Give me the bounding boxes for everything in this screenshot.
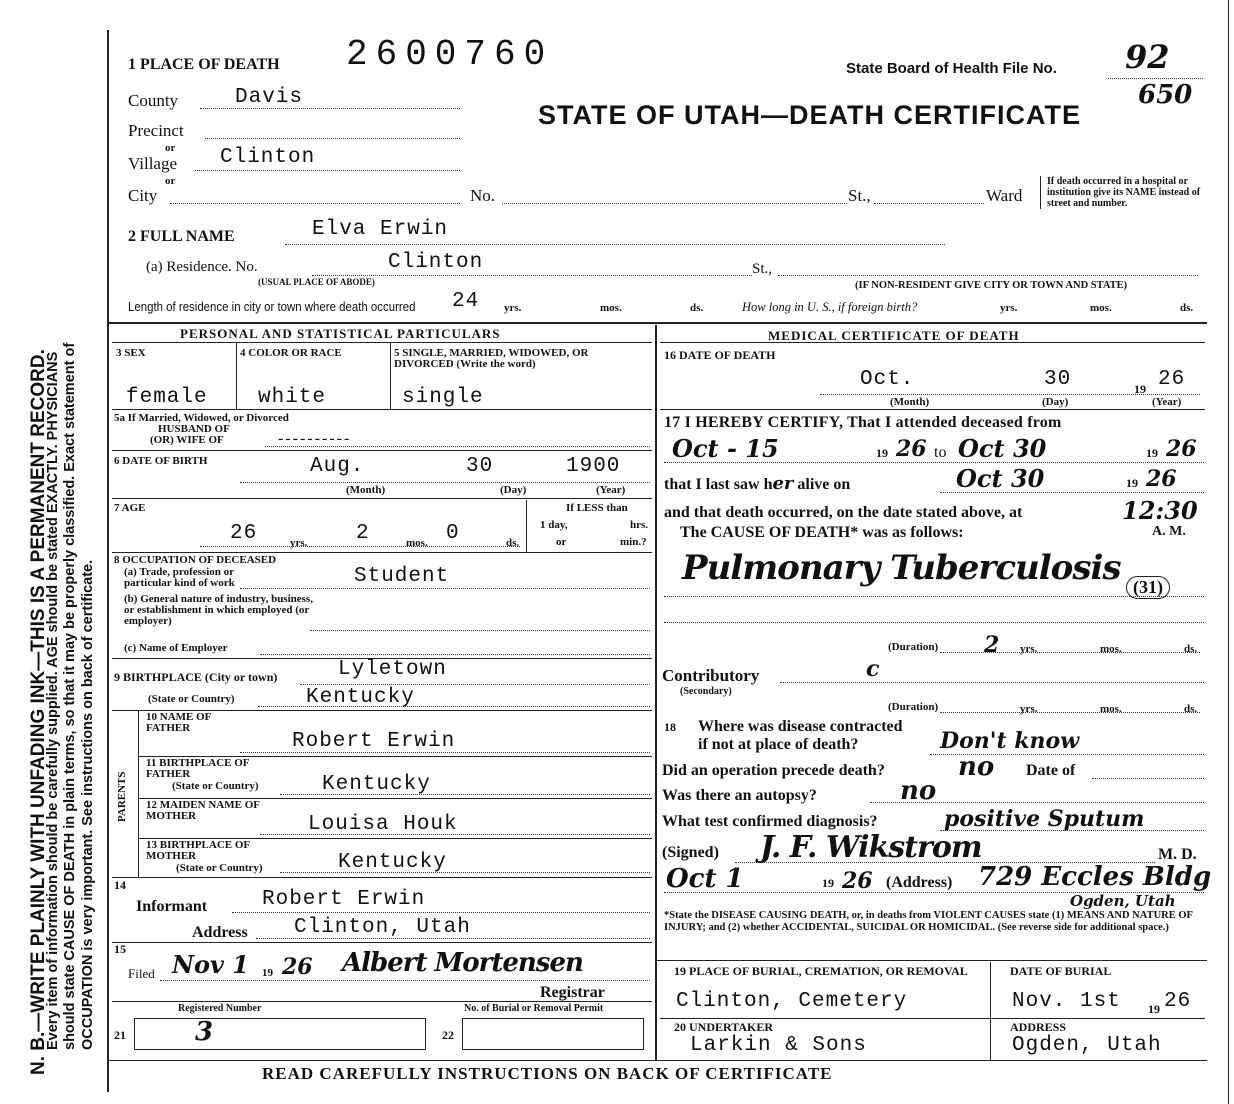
registrar-label: Registrar (540, 984, 605, 1001)
village-line (195, 170, 460, 171)
age-yrs-unit: yrs. (290, 537, 308, 549)
one-day-label: 1 day, (540, 519, 568, 531)
father-birthplace-value: Kentucky (322, 773, 431, 796)
informant-line (232, 912, 650, 913)
if-less-label: If LESS than (566, 502, 628, 514)
undertaker-value: Larkin & Sons (690, 1034, 867, 1057)
burial-permit-box (462, 1018, 644, 1050)
autopsy-value: no (900, 776, 937, 806)
contracted-label-1: Where was disease contracted (698, 718, 903, 735)
spouse-label-3: (OR) WIFE OF (150, 434, 224, 446)
to-label: to (934, 444, 947, 461)
row-divider-4 (112, 552, 652, 553)
burial-permit-label: No. of Burial or Removal Permit (464, 1003, 604, 1014)
employer-label: (c) Name of Employer (124, 642, 228, 654)
contributory-label: Contributory (662, 666, 760, 685)
attended-line (664, 462, 1204, 463)
or-label-age: or (556, 536, 567, 548)
physician-signature: J. F. Wikstrom (760, 830, 982, 865)
dob-year-caption: (Year) (596, 484, 626, 496)
item-18-label: 18 (664, 720, 676, 734)
dob-month-value: Aug. (310, 455, 365, 478)
length-mos-unit: mos. (600, 302, 622, 314)
cause-of-death-value: Pulmonary Tuberculosis (682, 548, 1121, 588)
med-divider-burial (655, 960, 1207, 961)
length-of-residence-label: Length of residence in city or town where death occurred (128, 299, 416, 314)
color-divider (390, 343, 391, 409)
residence-label: (a) Residence. No. (146, 259, 258, 275)
full-name-line (285, 244, 945, 245)
dod-month-caption: (Month) (890, 396, 930, 408)
date-of-label: Date of (1026, 762, 1076, 779)
county-line (200, 108, 460, 109)
sex-label: 3 SEX (116, 347, 146, 359)
operation-label: Did an operation precede death? (662, 762, 885, 779)
precinct-label: Precinct (128, 121, 184, 140)
duration-label-1: (Duration) (888, 641, 939, 653)
length-yrs-unit: yrs. (504, 302, 522, 314)
item-14-label: 14 (114, 878, 126, 892)
age-months-value: 2 (356, 522, 370, 545)
marital-value: single (402, 386, 484, 409)
row-divider-11 (112, 942, 652, 943)
residence-sub-label: (USUAL PLACE OF ABODE) (258, 277, 375, 287)
occupation-value: Student (354, 565, 450, 588)
undertaker-address-label: ADDRESS (1010, 1020, 1067, 1034)
parents-label: PARENTS (116, 771, 128, 822)
residence-st-line (778, 275, 1198, 276)
date-of-death-label: 16 DATE OF DEATH (664, 348, 776, 362)
dob-label: 6 DATE OF BIRTH (114, 455, 208, 467)
physician-address-value: 729 Eccles Bldg (978, 862, 1212, 892)
marital-label: 5 SINGLE, MARRIED, WIDOWED, OR DIVORCED (Write the word) (394, 347, 589, 370)
sex-value: female (126, 386, 208, 409)
informant-address-value: Clinton, Utah (294, 916, 471, 939)
birthplace-state-label: (State or Country) (148, 693, 235, 705)
undertaker-address-value: Ogden, Utah (1012, 1034, 1162, 1057)
mother-name-line (260, 834, 650, 835)
file-number-2: 650 (1138, 80, 1193, 110)
informant-address-label: Address (192, 924, 248, 941)
filed-date-value: Nov 1 (172, 950, 249, 979)
bottom-line (107, 1060, 1207, 1061)
contracted-label-2: if not at place of death? (698, 736, 859, 753)
test-label: What test confirmed diagnosis? (662, 813, 878, 830)
burial-date-value: Nov. 1st (1012, 990, 1121, 1013)
dod-19-label: 19 (1134, 382, 1146, 396)
row-divider-2 (112, 450, 652, 451)
side-instructions-1: Every item of information should be carefully supplied. AGE should be stated EXACTLY. PHYSICIANS (45, 351, 61, 1050)
attended-from-year: 26 (896, 436, 927, 462)
registered-number-label: Registered Number (178, 1003, 262, 1014)
precinct-line (205, 138, 460, 139)
age-divider (526, 500, 527, 552)
mother-birthplace-state-label: (State or Country) (176, 862, 263, 874)
spouse-label-2: HUSBAND OF (158, 423, 230, 435)
death-occurred-label: and that death occurred, on the date stated above, at (664, 504, 1023, 521)
am-pm-label: A. M. (1152, 524, 1186, 539)
med-divider-1 (660, 409, 1205, 410)
sig-address-label: (Address) (886, 874, 953, 891)
medical-header: MEDICAL CERTIFICATE OF DEATH (768, 328, 1020, 343)
certify-label: 17 I HEREBY CERTIFY, That I attended deceased from (664, 414, 1062, 431)
occupation-b-line (310, 630, 650, 631)
age-years-value: 26 (230, 522, 258, 545)
informant-label: Informant (136, 898, 208, 915)
birthplace-label: 9 BIRTHPLACE (City or town) (114, 670, 278, 684)
ward-label: Ward (986, 186, 1023, 205)
attended-from-date: Oct - 15 (672, 434, 779, 463)
birthplace-state-line (258, 706, 650, 707)
mother-name-label: 12 MAIDEN NAME OF MOTHER (146, 799, 260, 822)
registered-number-value: 3 (195, 1017, 214, 1047)
birthplace-city-value: Lyletown (338, 658, 447, 681)
informant-address-line (256, 938, 650, 939)
attended-to-date: Oct 30 (958, 434, 1047, 463)
last-saw-text: that I last saw h (664, 476, 773, 493)
filed-19-label: 19 (262, 967, 273, 979)
burial-19-label: 19 (1148, 1002, 1160, 1016)
last-saw-19-label: 19 (1126, 476, 1138, 490)
filed-label: Filed (128, 966, 155, 981)
city-label: City (128, 186, 158, 205)
registrar-signature: Albert Mortensen (342, 948, 583, 978)
full-name-value: Elva Erwin (312, 218, 449, 241)
personal-header-line (112, 342, 652, 343)
age-line (200, 546, 520, 547)
village-value: Clinton (220, 146, 316, 169)
footer-instructions: READ CAREFULLY INSTRUCTIONS ON BACK OF CERTIFICATE (262, 1064, 833, 1083)
us-ds-unit: ds. (1180, 302, 1194, 314)
village-label: Village (128, 154, 178, 173)
frame-right-border (1228, 0, 1229, 1104)
spouse-label-1: 5a If Married, Widowed, or Divorced (114, 412, 289, 424)
father-name-value: Robert Erwin (292, 730, 456, 753)
contributory-value: c (866, 656, 880, 682)
birthplace-state-value: Kentucky (306, 686, 415, 709)
file-number: 92 (1125, 38, 1170, 76)
st-label: St., (848, 186, 871, 205)
age-days-value: 0 (446, 522, 460, 545)
alive-on-text: alive on (797, 476, 851, 493)
filed-year-value: 26 (282, 954, 313, 980)
test-value: positive Sputum (944, 806, 1145, 832)
or-label-2: or (165, 175, 176, 187)
mother-birthplace-value: Kentucky (338, 851, 447, 874)
dod-day-caption: (Day) (1042, 396, 1069, 408)
color-value: white (258, 386, 327, 409)
cause-footnote: *State the DISEASE CAUSING DEATH, or, in deaths from VIOLENT CAUSES state (1) MEANS AND NATURE OF INJURY; and (2) whether ACCIDENTAL, SUICIDAL OR HOMICIDAL. (See reverse side for additional space.) (664, 910, 1193, 933)
duration-line-2 (940, 712, 1200, 713)
duration-yrs-unit: yrs. (1020, 643, 1038, 655)
duration-2-mos-unit: mos. (1100, 703, 1122, 715)
spouse-value: ---------- (278, 430, 352, 447)
length-ds-unit: ds. (690, 302, 704, 314)
residence-st-label: St., (752, 261, 773, 277)
dob-day-caption: (Day) (500, 484, 527, 496)
duration-ds-unit: ds. (1184, 643, 1198, 655)
dod-day-value: 30 (1044, 368, 1072, 391)
duration-2-ds-unit: ds. (1184, 703, 1198, 715)
registered-number-box (134, 1018, 426, 1050)
cause-line-1 (664, 596, 1204, 597)
autopsy-line (870, 802, 1204, 803)
father-birthplace-line (280, 794, 650, 795)
attended-to-year: 26 (1166, 436, 1197, 462)
us-residence-label: How long in U. S., if foreign birth? (742, 300, 918, 314)
duration-mos-unit: mos. (1100, 643, 1122, 655)
last-saw-pronoun: er (772, 473, 794, 494)
burial-place-label: 19 PLACE OF BURIAL, CREMATION, OR REMOVAL (674, 964, 968, 978)
full-name-label: 2 FULL NAME (128, 228, 235, 245)
md-label: M. D. (1158, 846, 1197, 863)
signed-year-value: 26 (842, 868, 873, 894)
column-divider (655, 325, 657, 1060)
side-instructions-2: should state CAUSE OF DEATH in plain terms, so that it may be properly classified. Exact statement of (62, 342, 78, 1050)
duration-line-1 (940, 652, 1200, 653)
duration-label-2: (Duration) (888, 701, 939, 713)
page-title: STATE OF UTAH—DEATH CERTIFICATE (538, 100, 1081, 130)
occupation-line (240, 588, 650, 589)
city-line (170, 203, 460, 204)
item-22-label: 22 (442, 1028, 454, 1042)
dob-day-value: 30 (466, 455, 494, 478)
to-19-label: 19 (1146, 446, 1158, 460)
side-notice: N. B.—WRITE PLAINLY WITH UNFADING INK—THIS IS A PERMANENT RECORD. (28, 349, 49, 1075)
hrs-label: hrs. (630, 519, 649, 531)
item-15-label: 15 (114, 942, 126, 956)
occupation-label: 8 OCCUPATION OF DECEASED (114, 554, 277, 566)
length-years-value: 24 (452, 290, 480, 313)
burial-place-value: Clinton, Cemetery (676, 990, 908, 1013)
contributory-line (780, 682, 1204, 683)
side-instructions-3: OCCUPATION is very important. See instructions on back of certificate. (80, 559, 96, 1050)
signed-date-line (664, 892, 1204, 893)
or-label-1: or (165, 142, 176, 154)
min-label: min.? (620, 536, 647, 548)
row-divider-3 (112, 498, 652, 499)
burial-year-value: 26 (1164, 990, 1192, 1013)
spouse-line (265, 446, 650, 447)
duration-years-value: 2 (984, 632, 1000, 658)
cause-code-value: (31) (1126, 576, 1170, 599)
last-saw-year: 26 (1146, 466, 1177, 492)
contracted-value: Don't know (940, 728, 1080, 754)
color-label: 4 COLOR OR RACE (240, 347, 342, 359)
row-divider-1 (112, 409, 652, 410)
residence-line (312, 275, 752, 276)
dod-year-value: 26 (1158, 368, 1186, 391)
signed-date-value: Oct 1 (666, 864, 744, 894)
date-of-line (1092, 778, 1204, 779)
street-no-label: No. (470, 186, 496, 205)
birthplace-city-line (300, 684, 650, 685)
occupation-a-label: (a) Trade, profession or particular kind of work (124, 566, 235, 589)
row-divider-12 (112, 1001, 652, 1002)
frame-left-border (107, 30, 109, 1092)
county-value: Davis (235, 86, 304, 109)
certificate-number: 2600760 (346, 34, 554, 75)
sex-divider (236, 343, 237, 409)
dod-line (820, 394, 1200, 395)
physician-city-value: Ogden, Utah (1070, 892, 1176, 910)
parents-divider (138, 710, 139, 878)
state-board-label: State Board of Health File No. (846, 60, 1057, 77)
employer-line (260, 654, 650, 655)
row-divider-10 (112, 877, 652, 878)
father-name-line (240, 752, 650, 753)
last-saw-date: Oct 30 (956, 464, 1045, 493)
filed-line (160, 980, 650, 981)
secondary-label: (Secondary) (680, 686, 732, 697)
age-ds-unit: ds. (506, 537, 520, 549)
mother-birthplace-line (280, 872, 650, 873)
dob-month-caption: (Month) (346, 484, 386, 496)
dob-line (240, 482, 650, 483)
informant-value: Robert Erwin (262, 888, 426, 911)
county-label: County (128, 91, 179, 110)
signed-label: (Signed) (662, 844, 719, 861)
age-label: 7 AGE (114, 502, 146, 514)
operation-value: no (958, 752, 995, 782)
last-saw-line (940, 492, 1204, 493)
residence-value: Clinton (388, 251, 484, 274)
place-of-death-label: 1 PLACE OF DEATH (128, 56, 280, 73)
nonresident-note: (IF NON-RESIDENT GIVE CITY OR TOWN AND STATE) (855, 280, 1128, 291)
med-divider-undertaker (660, 1018, 1205, 1019)
header-divider (107, 322, 1207, 324)
autopsy-label: Was there an autopsy? (662, 787, 817, 804)
cause-label: The CAUSE OF DEATH* was as follows: (680, 524, 964, 541)
burial-divider (990, 962, 991, 1060)
father-name-label: 10 NAME OF FATHER (146, 711, 211, 734)
dod-month-value: Oct. (860, 368, 915, 391)
father-birthplace-label: 11 BIRTHPLACE OF FATHER (146, 757, 250, 780)
mother-birthplace-label: 13 BIRTHPLACE OF MOTHER (146, 839, 250, 862)
us-mos-unit: mos. (1090, 302, 1112, 314)
item-21-label: 21 (114, 1028, 126, 1042)
street-line (502, 203, 847, 204)
dod-year-caption: (Year) (1152, 396, 1182, 408)
father-birthplace-state-label: (State or Country) (172, 780, 259, 792)
occupation-b-label: (b) General nature of industry, business, or establishment in which employed (or employer) (124, 593, 313, 627)
burial-date-label: DATE OF BURIAL (1010, 964, 1112, 978)
from-19-label: 19 (876, 446, 888, 460)
st-line (874, 203, 984, 204)
duration-2-yrs-unit: yrs. (1020, 703, 1038, 715)
hospital-note: If death occurred in a hospital or institution give its NAME instead of street and number. (1040, 176, 1207, 209)
undertaker-label: 20 UNDERTAKER (674, 1020, 774, 1034)
age-mos-unit: mos. (406, 537, 428, 549)
us-yrs-unit: yrs. (1000, 302, 1018, 314)
cause-line-2 (664, 622, 1204, 623)
mother-name-value: Louisa Houk (308, 813, 458, 836)
last-saw-label (664, 473, 850, 494)
signed-19-label: 19 (822, 876, 834, 890)
personal-header: PERSONAL AND STATISTICAL PARTICULARS (180, 326, 501, 341)
time-of-death: 12:30 (1122, 496, 1198, 525)
file-no-line (1108, 78, 1203, 79)
dob-year-value: 1900 (566, 455, 621, 478)
